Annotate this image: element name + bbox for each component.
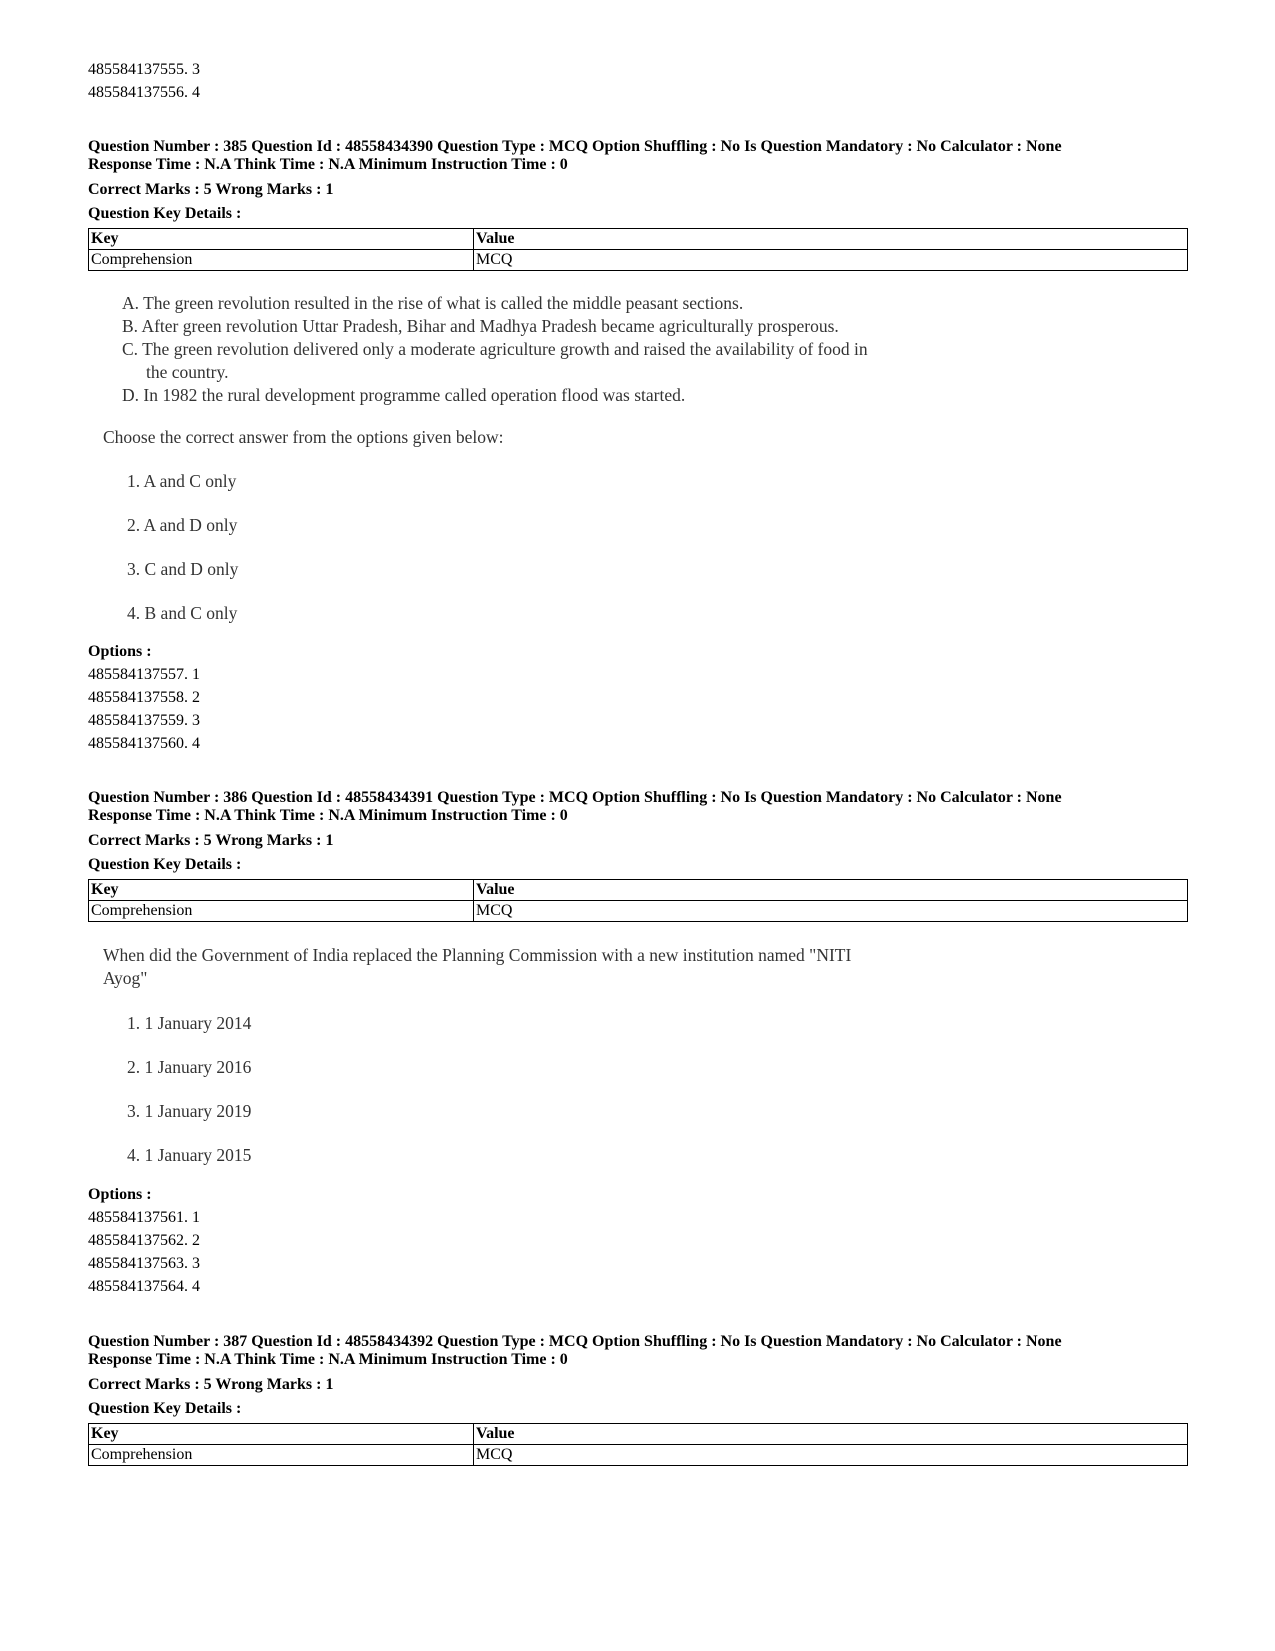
option-line: 485584137563. 3 bbox=[88, 1255, 200, 1272]
question-text: When did the Government of India replaced the Planning Commission with a new institution named "NITI bbox=[103, 945, 852, 965]
choice-3: 3. 1 January 2019 bbox=[127, 1101, 252, 1121]
option-line: 485584137558. 2 bbox=[88, 689, 200, 706]
question-timing: Response Time : N.A Think Time : N.A Minimum Instruction Time : 0 bbox=[88, 156, 568, 173]
table-cell-value: MCQ bbox=[474, 901, 1188, 922]
option-line: 485584137560. 4 bbox=[88, 735, 200, 752]
table-row bbox=[89, 901, 1188, 922]
question-key-table bbox=[88, 228, 1188, 271]
statement-c-cont: the country. bbox=[146, 362, 229, 382]
choice-3: 3. C and D only bbox=[127, 559, 239, 579]
option-line: 485584137564. 4 bbox=[88, 1278, 200, 1295]
table-header-key: Key bbox=[89, 880, 474, 901]
statement-c: C. The green revolution delivered only a moderate agriculture growth and raised the availability of food in bbox=[122, 339, 868, 359]
choice-4: 4. B and C only bbox=[127, 603, 238, 623]
options-label: Options : bbox=[88, 1186, 152, 1203]
table-cell-value: MCQ bbox=[474, 250, 1188, 271]
table-cell-value: MCQ bbox=[474, 1445, 1188, 1466]
question-timing: Response Time : N.A Think Time : N.A Minimum Instruction Time : 0 bbox=[88, 1351, 568, 1368]
key-details-label: Question Key Details : bbox=[88, 1400, 242, 1417]
question-key-table bbox=[88, 879, 1188, 922]
table-row bbox=[89, 1445, 1188, 1466]
statement-d: D. In 1982 the rural development programme called operation flood was started. bbox=[122, 385, 686, 405]
table-row bbox=[89, 880, 1188, 901]
table-row bbox=[89, 1424, 1188, 1445]
question-marks: Correct Marks : 5 Wrong Marks : 1 bbox=[88, 832, 334, 849]
option-line: 485584137562. 2 bbox=[88, 1232, 200, 1249]
option-line: 485584137559. 3 bbox=[88, 712, 200, 729]
table-header-value: Value bbox=[474, 229, 1188, 250]
question-instruction: Choose the correct answer from the options given below: bbox=[103, 427, 504, 447]
statement-b: B. After green revolution Uttar Pradesh, Bihar and Madhya Pradesh became agriculturally prosperous. bbox=[122, 316, 839, 336]
question-text-cont: Ayog" bbox=[103, 968, 148, 988]
question-marks: Correct Marks : 5 Wrong Marks : 1 bbox=[88, 1376, 334, 1393]
choice-1: 1. A and C only bbox=[127, 471, 237, 491]
question-marks: Correct Marks : 5 Wrong Marks : 1 bbox=[88, 181, 334, 198]
question-header: Question Number : 386 Question Id : 48558434391 Question Type : MCQ Option Shuffling : No Is Question Mandatory : No Calculator : None bbox=[88, 789, 1062, 806]
question-timing: Response Time : N.A Think Time : N.A Minimum Instruction Time : 0 bbox=[88, 807, 568, 824]
question-header: Question Number : 385 Question Id : 48558434390 Question Type : MCQ Option Shuffling : No Is Question Mandatory : No Calculator : None bbox=[88, 138, 1062, 155]
table-cell-key: Comprehension bbox=[89, 1445, 474, 1466]
question-header: Question Number : 387 Question Id : 48558434392 Question Type : MCQ Option Shuffling : No Is Question Mandatory : No Calculator : None bbox=[88, 1333, 1062, 1350]
option-line: 485584137557. 1 bbox=[88, 666, 200, 683]
statement-a: A. The green revolution resulted in the rise of what is called the middle peasant sections. bbox=[122, 293, 744, 313]
table-header-key: Key bbox=[89, 229, 474, 250]
table-row bbox=[89, 250, 1188, 271]
table-row bbox=[89, 229, 1188, 250]
key-details-label: Question Key Details : bbox=[88, 856, 242, 873]
choice-2: 2. 1 January 2016 bbox=[127, 1057, 252, 1077]
choice-1: 1. 1 January 2014 bbox=[127, 1013, 252, 1033]
choice-2: 2. A and D only bbox=[127, 515, 238, 535]
key-details-label: Question Key Details : bbox=[88, 205, 242, 222]
table-header-value: Value bbox=[474, 880, 1188, 901]
question-key-table bbox=[88, 1423, 1188, 1466]
table-header-key: Key bbox=[89, 1424, 474, 1445]
option-line: 485584137555. 3 bbox=[88, 61, 200, 78]
choice-4: 4. 1 January 2015 bbox=[127, 1145, 252, 1165]
table-cell-key: Comprehension bbox=[89, 901, 474, 922]
table-header-value: Value bbox=[474, 1424, 1188, 1445]
option-line: 485584137556. 4 bbox=[88, 84, 200, 101]
option-line: 485584137561. 1 bbox=[88, 1209, 200, 1226]
table-cell-key: Comprehension bbox=[89, 250, 474, 271]
options-label: Options : bbox=[88, 643, 152, 660]
